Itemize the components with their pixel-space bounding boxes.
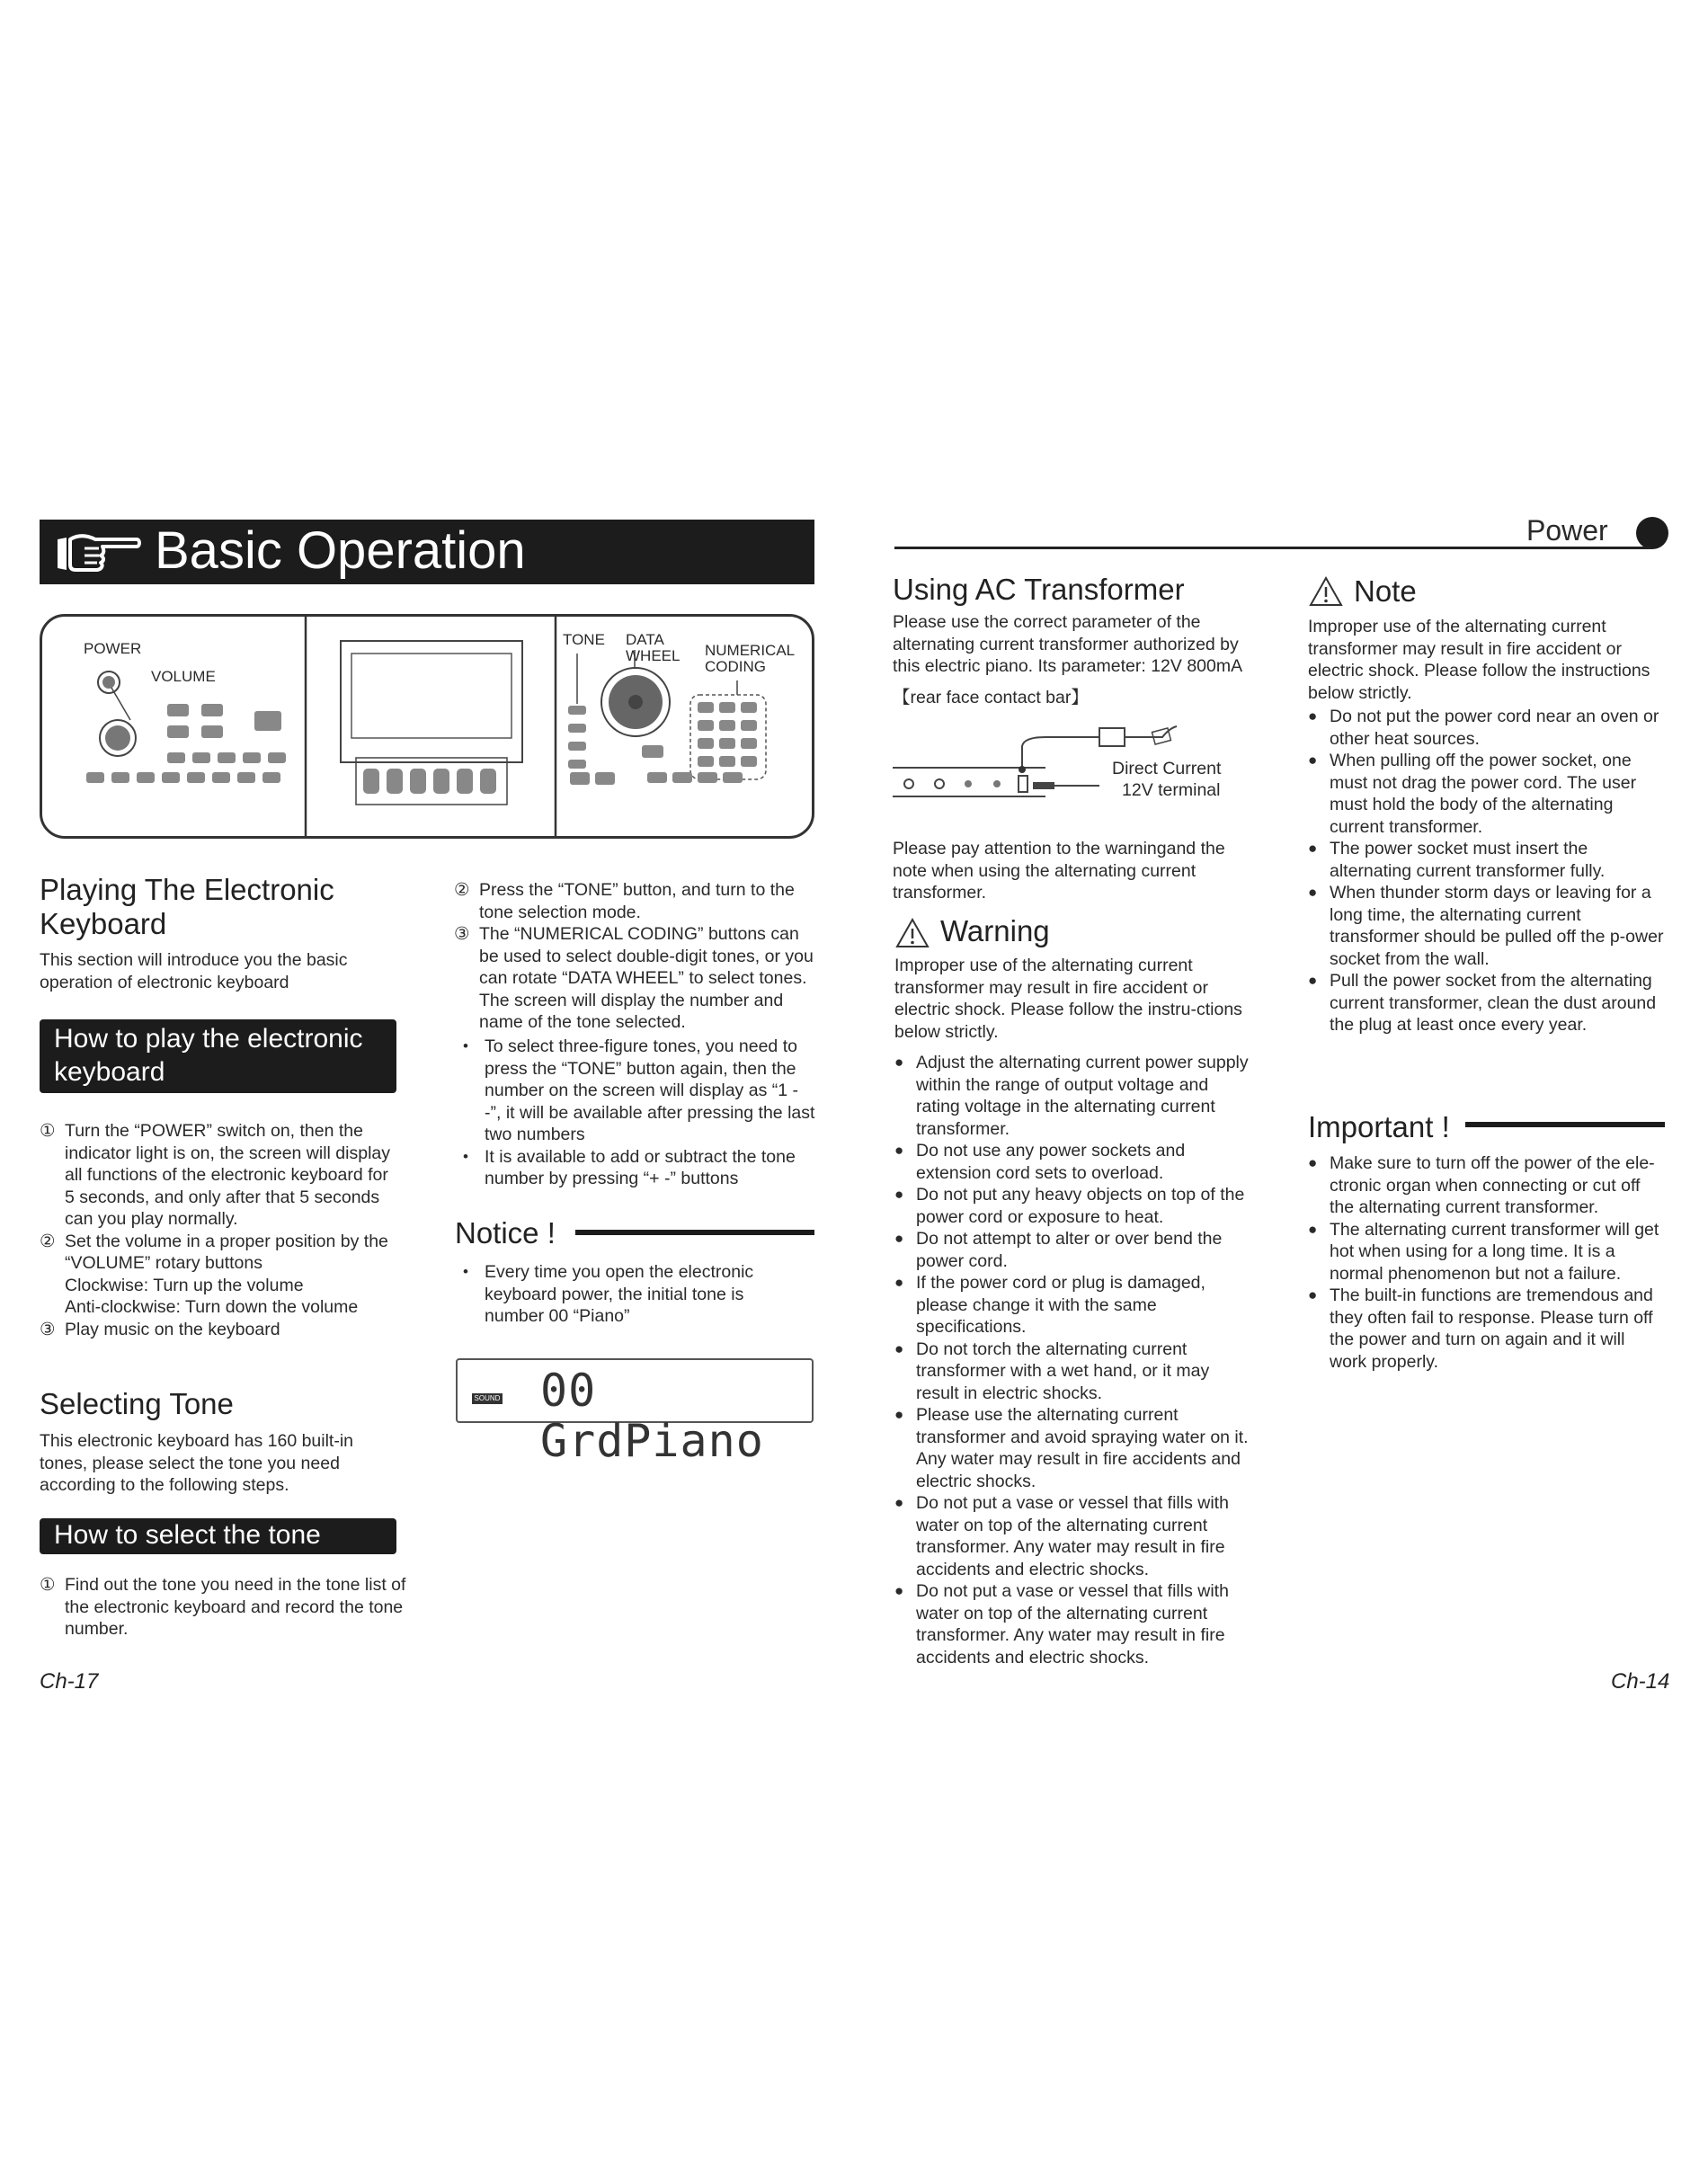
label-numerical-1: NUMERICAL — [705, 642, 796, 659]
warning-item: Adjust the alternating current power supply within the range of output voltage and rating voltage in the alternating current transformer. — [916, 1053, 1249, 1139]
list-item — [40, 1231, 392, 1275]
select-tone-steps — [40, 1574, 408, 1641]
list-item — [1308, 1219, 1666, 1285]
bullet: ● — [1308, 707, 1318, 725]
important-list — [1308, 1152, 1666, 1373]
selecting-tone-title: Selecting Tone — [40, 1387, 234, 1420]
playing-title-line2: Keyboard — [40, 907, 167, 940]
page-title: Basic Operation — [155, 521, 526, 580]
list-item — [454, 879, 818, 923]
label-numerical-2: CODING — [705, 658, 766, 675]
bullet-text: To select three-figure tones, you need to press the “TONE” button again, then the number on the screen will display as “1 - -”, it will be available after pressing the last two numbers — [485, 1036, 815, 1144]
note-item: The power socket must insert the alternating current transformer fully. — [1330, 839, 1606, 881]
bullet: ● — [894, 1274, 904, 1291]
warning-item: Do not put any heavy objects on top of the power cord or exposure to heat. — [916, 1185, 1245, 1227]
step-marker: ③ — [454, 924, 470, 944]
note-warning-icon — [1308, 575, 1344, 608]
step-marker: ① — [40, 1121, 56, 1141]
list-item — [894, 1184, 1252, 1228]
list-item — [454, 923, 818, 1034]
pointing-hand-icon — [52, 529, 142, 575]
bullet: ● — [894, 1054, 904, 1071]
how-to-play-box — [40, 1019, 396, 1093]
bullet: ● — [1308, 1286, 1318, 1303]
warning-item: Do not torch the alternating current transformer with a wet hand, or it may result in electric shocks. — [916, 1339, 1210, 1403]
label-tone: TONE — [563, 631, 605, 648]
list-item — [894, 1052, 1252, 1140]
warning-list — [894, 1052, 1252, 1668]
list-item — [894, 1580, 1252, 1668]
bullet: ● — [1308, 1154, 1318, 1171]
note-title: Note — [1354, 574, 1417, 608]
warning-item: Do not use any power sockets and extension cord sets to overload. — [916, 1141, 1186, 1183]
section-header-bar — [40, 520, 814, 584]
selecting-intro: This electronic keyboard has 160 built-in tones, please select the tone you need according to the following steps. — [40, 1431, 354, 1495]
list-item — [40, 1120, 392, 1231]
tone-steps-continued — [454, 879, 818, 1034]
header-dot-icon — [1636, 517, 1668, 549]
bullet: ● — [894, 1186, 904, 1203]
bullet: ● — [1308, 972, 1318, 989]
step-text: Turn the “POWER” switch on, then the indicator light is on, the screen will display all functions of the electronic keyboard for 5 seconds, and only after that 5 seconds can you play normally. — [65, 1121, 391, 1229]
list-item — [1308, 1285, 1666, 1373]
bullet: ● — [894, 1406, 904, 1423]
warning-item: Do not attempt to alter or over bend the power cord. — [916, 1229, 1223, 1271]
list-item — [894, 1272, 1252, 1339]
step-text: Anti-clockwise: Turn down the volume — [65, 1297, 359, 1317]
step-text: Press the “TONE” button, and turn to the tone selection mode. — [479, 880, 795, 922]
ac-title: Using AC Transformer — [893, 573, 1185, 606]
note-item: When thunder storm days or leaving for a long time, the alternating current transformer should be pulled off the p-ower socket from the wall. — [1330, 883, 1664, 969]
ac-intro: Please use the correct parameter of the alternating current transformer authorized by this electric piano. Its parameter: 12V 800mA — [893, 612, 1243, 676]
important-item: The alternating current transformer will get hot when using for a long time. It is a normal phenomenon but not a failure. — [1330, 1219, 1659, 1284]
panel-drawing — [40, 614, 814, 839]
step-marker: ② — [40, 1231, 56, 1251]
label-data-wheel-2: WHEEL — [626, 647, 681, 664]
bullet: • — [463, 1037, 468, 1054]
bullet: ● — [1308, 884, 1318, 901]
step-text: Set the volume in a proper position by the “VOLUME” rotary buttons — [65, 1231, 388, 1273]
list-item — [463, 1146, 819, 1190]
page-number-right: Ch-14 — [1611, 1669, 1670, 1694]
warning-icon — [894, 917, 930, 949]
how-to-select-box — [40, 1518, 396, 1554]
lcd-display — [456, 1358, 814, 1467]
notice-text: Every time you open the electronic keyboard power, the initial tone is number 00 “Piano” — [485, 1262, 754, 1326]
warning-intro: Improper use of the alternating current transformer may result in fire accident or electric shock. Please follow the instru-ctions below strictly. — [894, 956, 1242, 1042]
bullet: ● — [894, 1339, 904, 1357]
dc-label-2: 12V terminal — [1122, 780, 1221, 800]
list-item — [1308, 1152, 1666, 1219]
important-rule — [1465, 1122, 1665, 1127]
note-intro: Improper use of the alternating current transformer may result in fire accident or electric shock. Please follow the instructions below strictly. — [1308, 617, 1650, 703]
label-volume: VOLUME — [151, 668, 216, 685]
step-marker: ③ — [40, 1319, 56, 1339]
label-power: POWER — [84, 640, 142, 657]
note-list — [1308, 706, 1666, 1036]
playing-intro: This section will introduce you the basic operation of electronic keyboard — [40, 950, 348, 992]
warning-item: Do not put a vase or vessel that fills with water on top of the alternating current transformer. Any water may result in fire accidents and electric shocks. — [916, 1581, 1229, 1668]
note-item: Do not put the power cord near an oven or other heat sources. — [1330, 707, 1659, 749]
list-item — [894, 1492, 1252, 1580]
important-item: The built-in functions are tremendous and they often fail to response. Please turn off the power and turn on again and it will work properly. — [1330, 1285, 1653, 1372]
notice-rule — [575, 1230, 814, 1235]
dc-label-1: Direct Current — [1112, 759, 1222, 778]
warning-item: Please use the alternating current transformer and avoid spraying water on it. Any water may result in fire accidents and electric shocks. — [916, 1405, 1249, 1491]
how-to-play-title-1: How to play the electronic — [54, 1024, 363, 1054]
important-title: Important ! — [1308, 1110, 1450, 1143]
rear-contact-label: 【rear face contact bar】 — [893, 688, 1089, 707]
notice-list — [463, 1261, 805, 1328]
list-item — [1308, 706, 1666, 750]
bullet-text: It is available to add or subtract the tone number by pressing “+ -” buttons — [485, 1146, 796, 1188]
list-item — [1308, 970, 1666, 1036]
playing-title-line1: Playing The Electronic — [40, 873, 334, 906]
list-item — [894, 1339, 1252, 1405]
bullet: ● — [1308, 752, 1318, 769]
bullet: ● — [894, 1230, 904, 1247]
bullet: • — [463, 1263, 468, 1280]
bullet: ● — [894, 1582, 904, 1599]
bullet: ● — [1308, 840, 1318, 857]
bullet: ● — [1308, 1220, 1318, 1238]
bullet: ● — [894, 1142, 904, 1159]
how-to-select-title: How to select the tone — [54, 1520, 321, 1550]
tone-bullets — [463, 1036, 819, 1190]
step-text: Find out the tone you need in the tone list of the electronic keyboard and record the tone number. — [65, 1575, 406, 1639]
list-item — [40, 1319, 392, 1341]
step-marker: ① — [40, 1575, 56, 1595]
list-item — [40, 1275, 392, 1297]
list-item — [894, 1228, 1252, 1272]
step-marker: ② — [454, 880, 470, 900]
lcd-text: 00 GrdPiano — [540, 1365, 764, 1467]
warning-item: If the power cord or plug is damaged, please change it with the same specifications. — [916, 1273, 1205, 1337]
list-item — [463, 1036, 819, 1146]
list-item — [894, 1404, 1252, 1492]
list-item — [1308, 750, 1666, 838]
label-data-wheel-1: DATA — [626, 631, 664, 648]
list-item — [40, 1296, 392, 1319]
how-to-play-steps — [40, 1120, 392, 1340]
warning-item: Do not put a vase or vessel that fills with water on top of the alternating current transformer. Any water may result in fire accidents and electric shocks. — [916, 1493, 1229, 1579]
notice-title: Notice ! — [455, 1216, 556, 1250]
step-text: Clockwise: Turn up the volume — [65, 1275, 304, 1295]
page-number-left: Ch-17 — [40, 1669, 99, 1694]
ac-attention-text: Please pay attention to the warningand the note when using the alternating current transformer. — [893, 839, 1225, 903]
important-item: Make sure to turn off the power of the ele-ctronic organ when connecting or cut off the alternating current transformer. — [1330, 1153, 1655, 1217]
list-item — [1308, 882, 1666, 970]
warning-title: Warning — [940, 914, 1050, 947]
sound-badge: SOUND — [472, 1393, 503, 1404]
list-item — [894, 1140, 1252, 1184]
note-item: When pulling off the power socket, one must not drag the power cord. The user must hold the body of the alternating current transformer. — [1330, 751, 1637, 837]
step-text: The “NUMERICAL CODING” buttons can be used to select double-digit tones, or you can rotate “DATA WHEEL” to select tones. The screen will display the number and name of the tone selected. — [479, 924, 814, 1032]
step-text: Play music on the keyboard — [65, 1319, 280, 1339]
list-item — [1308, 838, 1666, 882]
how-to-play-title-2: keyboard — [54, 1057, 165, 1087]
bullet: • — [463, 1147, 468, 1165]
list-item — [463, 1261, 805, 1328]
header-rule — [894, 547, 1651, 549]
note-item: Pull the power socket from the alternating current transformer, clean the dust around the plug at least once every year. — [1330, 971, 1657, 1035]
list-item — [40, 1574, 408, 1641]
bullet: ● — [894, 1494, 904, 1511]
power-header: Power — [1526, 514, 1608, 547]
